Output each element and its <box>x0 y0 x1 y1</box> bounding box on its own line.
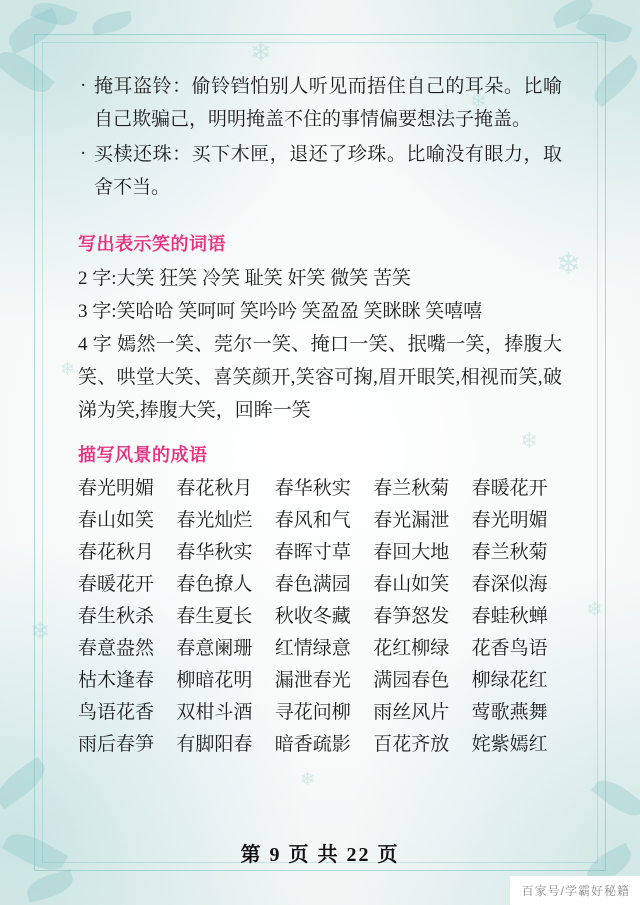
idiom-item: 暗香疏影 <box>274 734 351 755</box>
idiom-item: 花红柳绿 <box>373 638 450 659</box>
idiom-item: 秋收冬藏 <box>274 606 351 627</box>
idiom-item: 春风和气 <box>274 510 351 531</box>
idiom-item: 枯木逢春 <box>78 670 155 691</box>
idiom-item: 双柑斗酒 <box>176 702 253 723</box>
idiom-item: 春华秋实 <box>274 478 351 499</box>
snowflake-icon: ❄ <box>586 599 603 621</box>
snowflake-icon: ❄ <box>300 769 316 789</box>
idiom-item: 莺歌燕舞 <box>471 702 548 723</box>
watermark: 百家号/学霸好秘籍 <box>510 876 640 905</box>
idiom-item: 春山如笑 <box>373 574 450 595</box>
idiom-item: 春晖寸草 <box>274 542 351 563</box>
idiom-item: 春光明媚 <box>78 478 155 499</box>
idiom-item: 春花秋月 <box>176 478 253 499</box>
section-title-laughter: 写出表示笑的词语 <box>78 234 226 254</box>
idiom-item: 雨后春笋 <box>78 734 155 755</box>
idiom-item: 满园春色 <box>373 670 450 691</box>
idiom-item: 春意阑珊 <box>176 638 253 659</box>
idiom-item: 春暖花开 <box>471 478 548 499</box>
idiom-item: 春笋怒发 <box>373 606 450 627</box>
idiom-item: 春山如笑 <box>78 510 155 531</box>
idiom-item: 春华秋实 <box>176 542 253 563</box>
idiom-item: 有脚阳春 <box>176 734 253 755</box>
laughter-words-2char: 2 字:大笑 狂笑 冷笑 耻笑 奸笑 微笑 苦笑 <box>78 268 412 289</box>
idiom-explanation-list <box>78 70 562 204</box>
idiom-item: 漏泄春光 <box>274 670 351 691</box>
idiom-item: 柳暗花明 <box>176 670 253 691</box>
idiom-item: 寻花问柳 <box>274 702 351 723</box>
idiom-item: 春光漏泄 <box>373 510 450 531</box>
idiom-item: 春光灿烂 <box>176 510 253 531</box>
idiom-item: 姹紫嫣红 <box>471 734 548 755</box>
idiom-item: 雨丝风片 <box>373 702 450 723</box>
idiom-item: 鸟语花香 <box>78 702 155 723</box>
section-title-scenery: 描写风景的成语 <box>78 445 208 465</box>
snowflake-icon: ❄ <box>60 359 76 379</box>
document-body <box>78 70 562 761</box>
idiom-item: 春暖花开 <box>78 574 155 595</box>
idiom-item: 春意盎然 <box>78 638 155 659</box>
idiom-item: 春色满园 <box>274 574 351 595</box>
idiom-item: 春兰秋菊 <box>471 542 548 563</box>
list-item: · 掩耳盗铃：偷铃铛怕别人听见而捂住自己的耳朵。比喻自己欺骗己，明明掩盖不住的事情偏要想法子掩盖。 <box>78 70 562 136</box>
idiom-item: 春蛙秋蝉 <box>471 606 548 627</box>
idiom-item: 春深似海 <box>471 574 548 595</box>
idiom-item: 春光明媚 <box>471 510 548 531</box>
snowflake-icon: ❄ <box>30 619 51 645</box>
idiom-item: 春兰秋菊 <box>373 478 450 499</box>
list-item: · 买椟还珠：买下木匣，退还了珍珠。比喻没有眼力，取舍不当。 <box>78 138 562 204</box>
idiom-item: 百花齐放 <box>373 734 450 755</box>
idiom-item: 春花秋月 <box>78 542 155 563</box>
scenery-idiom-grid <box>78 473 562 761</box>
decorative-leaf <box>91 11 134 36</box>
idiom-item: 柳绿花红 <box>471 670 548 691</box>
idiom-item: 花香鸟语 <box>471 638 548 659</box>
snowflake-icon: ❄ <box>556 248 582 281</box>
idiom-item: 红情绿意 <box>274 638 351 659</box>
idiom-item: 春色撩人 <box>176 574 253 595</box>
snowflake-icon: ❄ <box>520 428 539 453</box>
idiom-item: 春生夏长 <box>176 606 253 627</box>
laughter-words-4char: 4 字 嫣然一笑、莞尔一笑、掩口一笑、抿嘴一笑，捧腹大笑、哄堂大笑、喜笑颜开,笑容可掬,眉开眼笑,相视而笑,破涕为笑,捧腹大笑，回眸一笑 <box>78 334 562 421</box>
snowflake-icon: ❄ <box>470 91 487 113</box>
laughter-words-3char: 3 字:笑哈哈 笑呵呵 笑吟吟 笑盈盈 笑眯眯 笑嘻嘻 <box>78 301 483 322</box>
page-number-footer: 第 9 页 共 22 页 <box>240 844 400 866</box>
snowflake-icon: ❄ <box>250 38 272 67</box>
idiom-item: 春生秋杀 <box>78 606 155 627</box>
idiom-item: 春回大地 <box>373 542 450 563</box>
decorative-leaf <box>24 869 76 903</box>
